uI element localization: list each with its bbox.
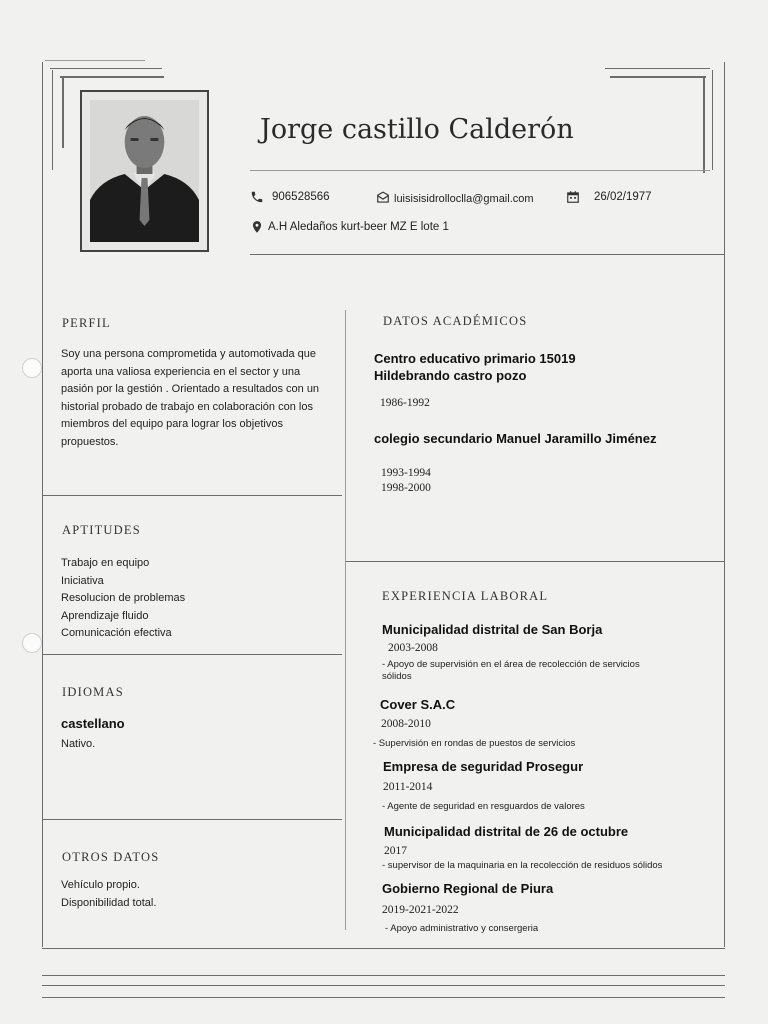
frame-corner-right-v3 — [703, 78, 705, 173]
email-icon — [376, 191, 390, 205]
job-years: 2011-2014 — [383, 781, 433, 793]
perfil-line: aporta una valiosa experiencia en el sector y una — [61, 365, 301, 378]
birthdate: 26/02/1977 — [594, 191, 652, 203]
language-name: castellano — [61, 716, 125, 731]
candidate-name: Jorge castillo Calderón — [260, 114, 574, 145]
job-company: Cover S.A.C — [380, 697, 456, 712]
perfil-title: PERFIL — [62, 316, 111, 330]
job-years: 2003-2008 — [388, 642, 438, 654]
school1-name-line1: Centro educativo primario 15019 — [374, 351, 576, 366]
list-item: Iniciativa — [61, 574, 104, 587]
right-divider — [346, 561, 724, 562]
phone-icon — [250, 190, 264, 204]
calendar-icon — [566, 190, 580, 204]
academicos-title: DATOS ACADÉMICOS — [383, 314, 528, 328]
phone-number: 906528566 — [272, 191, 330, 203]
frame-corner-right-h1 — [605, 68, 710, 69]
job-description: sólidos — [382, 671, 412, 682]
profile-photo — [80, 90, 209, 252]
school2-years-1: 1993-1994 — [381, 467, 431, 479]
aptitudes-list — [61, 555, 185, 643]
list-item: Comunicación efectiva — [61, 627, 172, 639]
school1-years: 1986-1992 — [380, 397, 430, 409]
footer-line-3 — [42, 985, 725, 986]
idiomas-title: IDIOMAS — [62, 685, 124, 699]
language-level: Nativo. — [61, 738, 96, 750]
location-pin-icon — [250, 220, 264, 234]
perfil-line: propuestos. — [61, 435, 119, 448]
punch-hole-bottom — [22, 633, 42, 653]
address: A.H Aledaños kurt-beer MZ E lote 1 — [268, 221, 449, 233]
aptitudes-title: APTITUDES — [62, 523, 141, 537]
header-bottom-line — [250, 254, 725, 255]
job-years: 2017 — [384, 845, 407, 857]
job-company: Municipalidad distrital de San Borja — [382, 622, 603, 637]
job-description: - Supervisión en rondas de puestos de servicios — [373, 738, 576, 749]
otros-list — [61, 877, 156, 912]
frame-corner-left-v2 — [52, 70, 53, 170]
list-item: Aprendizaje fluido — [61, 609, 149, 622]
footer-line-2 — [42, 975, 725, 976]
frame-corner-left-h1 — [50, 68, 162, 69]
otros-title: OTROS DATOS — [62, 850, 160, 864]
frame-corner-right-v1 — [724, 62, 725, 947]
experiencia-title: EXPERIENCIA LABORAL — [382, 589, 549, 603]
frame-corner-right-v2 — [712, 70, 713, 170]
job-company: Empresa de seguridad Prosegur — [383, 759, 584, 774]
job-company: Gobierno Regional de Piura — [382, 881, 554, 896]
punch-hole-top — [22, 358, 42, 378]
frame-corner-left-v3 — [62, 78, 64, 148]
job-description: - Apoyo administrativo y consergeria — [385, 923, 539, 934]
perfil-line: pasión por la gestión . Orientado a resultados con un — [61, 383, 320, 395]
footer-line-1 — [42, 948, 725, 949]
left-divider-2 — [42, 654, 342, 655]
school2-years-2: 1998-2000 — [381, 482, 431, 494]
job-description: - Agente de seguridad en resguardos de valores — [382, 801, 585, 812]
left-divider-3 — [42, 819, 342, 820]
list-item: Vehículo propio. — [61, 879, 140, 891]
perfil-line: historial probado de trabajo en colaboración con los — [61, 400, 313, 413]
perfil-text — [61, 346, 351, 451]
frame-corner-right-h2 — [610, 76, 706, 78]
email-address: luisisisidrolloclla@gmail.com — [394, 193, 534, 205]
list-item: Resolucion de problemas — [61, 592, 186, 604]
perfil-line: Soy una persona comprometida y automotivada que — [61, 348, 316, 360]
job-company: Municipalidad distrital de 26 de octubre — [384, 824, 629, 839]
job-description: - supervisor de la maquinaria en la recolección de residuos sólidos — [382, 860, 663, 871]
school2-name: colegio secundario Manuel Jaramillo Jiménez — [374, 431, 657, 446]
header-underline — [250, 170, 710, 171]
frame-top-line — [45, 60, 145, 61]
frame-corner-left-h2 — [60, 76, 164, 78]
job-description: - Apoyo de supervisión en el área de recolección de servicios — [382, 659, 640, 670]
job-years: 2019-2021-2022 — [382, 904, 459, 916]
school1-name-line2: Hildebrando castro pozo — [374, 368, 527, 383]
job-years: 2008-2010 — [381, 718, 431, 730]
list-item: Trabajo en equipo — [61, 557, 150, 569]
left-divider-1 — [42, 495, 342, 496]
perfil-line: miembros del equipo para lograr los objetivos — [61, 418, 283, 430]
frame-corner-left-v1 — [42, 62, 43, 947]
footer-line-4 — [42, 997, 725, 998]
list-item: Disponibilidad total. — [61, 896, 157, 909]
